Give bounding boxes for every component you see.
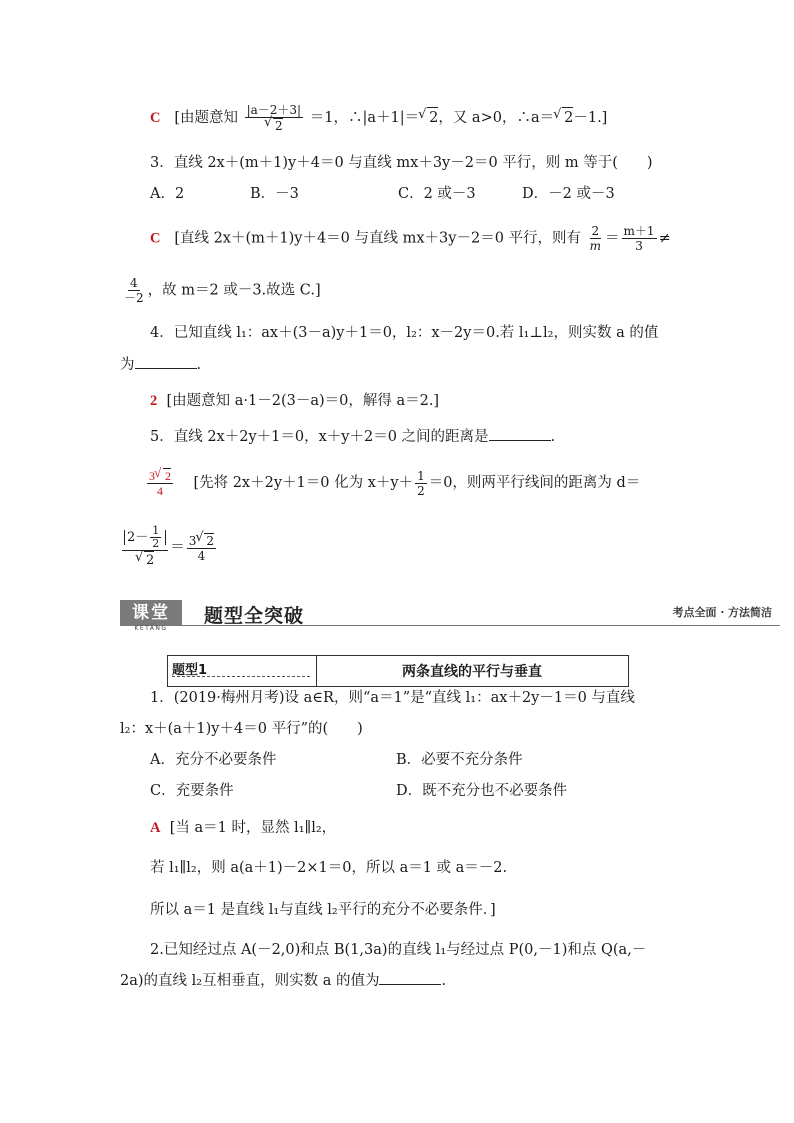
question-5: 5．直线 2x＋2y＋1＝0，x＋y＋2＝0 之间的距离是 . <box>150 426 555 447</box>
answer-text: [由题意知 <box>174 110 238 126</box>
problem-1-answer-3: 所以 a＝1 是直线 l₁与直线 l₂平行的充分不必要条件．] <box>150 902 496 918</box>
topic-label: 题型1 <box>172 663 208 678</box>
topic-title: 两条直线的平行与垂直 <box>402 664 542 680</box>
problem-2-line1: 2.已知经过点 A(－2,0)和点 B(1,3a)的直线 l₁与经过点 P(0,－1)和点 Q(a,－ <box>150 942 647 958</box>
question-4-line1: 4．已知直线 l₁：ax＋(3－a)y＋1＝0，l₂：x－2y＝0.若 l₁⊥l₂，则实数 a 的值 <box>150 325 659 341</box>
question-4-line2: 为 . <box>120 354 201 375</box>
banner-tag-sub: KETANG <box>134 625 168 632</box>
topic-label-cell <box>168 656 317 686</box>
dashed-line <box>172 676 310 677</box>
answer-mark: C <box>150 110 161 126</box>
answer-mark: C <box>150 230 161 247</box>
answer-5: $\frac{3√ 2}{4}$ [先将 2x＋2y＋1＝0 化为 x＋y＋ $\frac{1}{2}$ ＝0，则两平行线间的距离为 d＝ <box>145 468 640 498</box>
answer-blank <box>489 426 551 441</box>
problem-1-option-d: D．既不充分也不必要条件 <box>396 783 568 799</box>
problem-2-line2: 2a)的直线 l₂互相垂直，则实数 a 的值为 . <box>120 970 446 991</box>
answer-3: C [直线 2x＋(m＋1)y＋4＝0 与直线 mx＋3y－2＝0 平行，则有 $\frac{2}{m}$ ＝ $\frac{m+1}{3}$ ≠ <box>150 224 671 253</box>
answer-5-formula: 2－ $\frac{1}{2}$ √ 2 ＝ $\frac{3√ 2}{4}$ <box>120 525 218 570</box>
fraction: $\frac{3√ 2}{4}$ <box>187 533 216 563</box>
banner-right-text: 考点全面 · 方法简洁 <box>672 606 772 619</box>
problem-1-line2: l₂：x＋(a＋1)y＋4＝0 平行”的( ) <box>120 721 363 737</box>
fraction: $\frac{1}{2}$ <box>417 468 425 498</box>
answer-4: 2 [由题意知 a·1－2(3－a)＝0，解得 a＝2.] <box>150 393 440 409</box>
answer-mark: A <box>150 820 161 836</box>
question-3-option-c: C．2 或－3 <box>398 186 476 202</box>
question-3-stem: 3．直线 2x＋(m＋1)y＋4＝0 与直线 mx＋3y－2＝0 平行，则 m 等于( ) <box>150 155 653 171</box>
question-3-option-d: D．－2 或－3 <box>522 186 615 202</box>
fraction: $\frac{2}{m}$ <box>589 224 602 253</box>
problem-1-answer-1: A [当 a＝1 时，显然 l₁∥l₂， <box>150 820 337 836</box>
answer-2: C [由题意知 |a－2＋3| √ 2 ＝1，∴|a＋1|＝√ 2，又 a>0，∴a＝√ 2－1.] <box>150 103 607 133</box>
answer-blank <box>379 970 441 985</box>
question-3-option-b: B．－3 <box>250 186 299 202</box>
problem-1-line1: 1．(2019·梅州月考)设 a∈R，则“a＝1”是“直线 l₁：ax＋2y－1＝0 与直线 <box>150 690 635 706</box>
topic-box <box>167 655 629 687</box>
section-banner <box>120 600 780 634</box>
question-3-option-a: A．2 <box>150 186 185 202</box>
banner-tag: 课堂 <box>120 600 182 626</box>
answer-blank <box>135 354 197 369</box>
problem-1-option-b: B．必要不充分条件 <box>396 752 523 768</box>
answer-mark: 2 <box>150 393 158 409</box>
fraction: 2－ $\frac{1}{2}$ √ 2 <box>122 525 168 570</box>
banner-title: 题型全突破 <box>204 605 305 627</box>
problem-1-option-c: C．充要条件 <box>150 783 234 799</box>
answer-3-cont: $\frac{4}{-2}$ ，故 m＝2 或－3.故选 C.] <box>124 276 321 305</box>
problem-1-option-a: A．充分不必要条件 <box>150 752 277 768</box>
problem-1-answer-2: 若 l₁∥l₂，则 a(a＋1)－2×1＝0，所以 a＝1 或 a＝－2. <box>150 860 508 876</box>
fraction: $\frac{m+1}{3}$ <box>623 224 655 253</box>
fraction: |a－2＋3| √ 2 <box>245 103 304 133</box>
answer-mark: $\frac{3√ 2}{4}$ <box>147 468 173 498</box>
fraction: $\frac{4}{-2}$ <box>124 276 144 305</box>
